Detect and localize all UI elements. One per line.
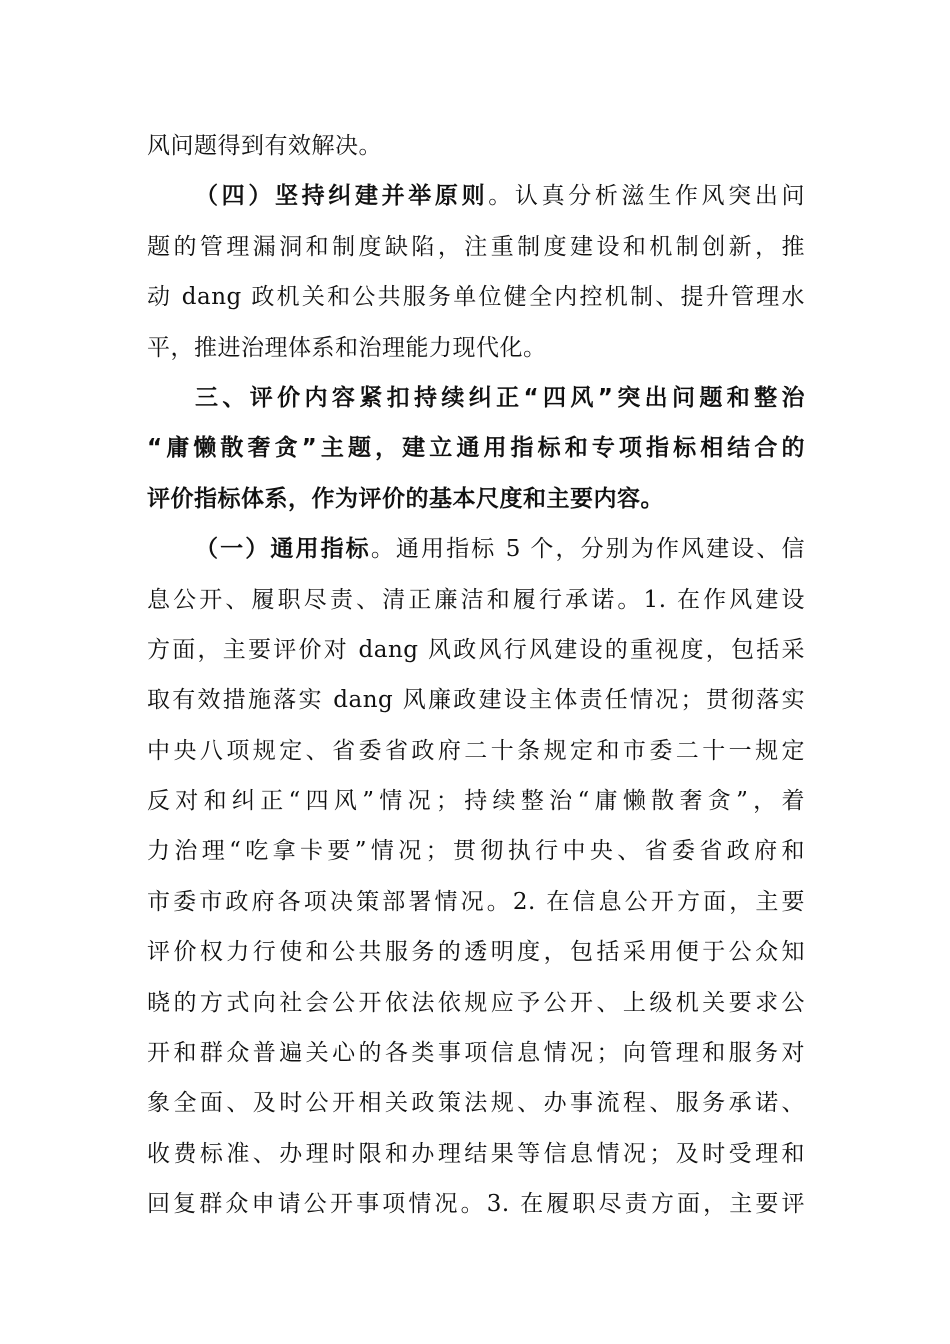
text-run: 开和群众普遍关心的各类事项信息情况；向管理和服务对 — [147, 1040, 805, 1067]
document-line — [147, 524, 805, 574]
document-line — [147, 272, 805, 322]
text-run: 力治理“吃拿卡要”情况；贯彻执行中央、省委省政府和 — [147, 838, 805, 865]
document-line — [147, 171, 805, 221]
document-line — [147, 323, 805, 373]
text-run: 晓的方式向社会公开依法依规应予公开、上级机关要求公 — [147, 989, 805, 1016]
document-body — [147, 121, 805, 1230]
document-line — [147, 423, 805, 473]
document-line — [147, 625, 805, 675]
document-line — [147, 826, 805, 876]
text-run: 风问题得到有效解决。 — [147, 133, 382, 159]
text-run: 评价权力行使和公共服务的透明度，包括采用便于公众知 — [147, 939, 805, 966]
bold-text-run: “庸懒散奢贪”主题，建立通用指标和专项指标相结合的 — [147, 435, 805, 462]
text-run: 平，推进治理体系和治理能力现代化。 — [147, 334, 547, 361]
text-run: 方面，主要评价对 dang 风政风行风建设的重视度，包括采 — [147, 636, 805, 663]
text-run: 息公开、履职尽责、清正廉洁和履行承诺。1. 在作风建设 — [147, 586, 805, 613]
document-line — [147, 222, 805, 272]
text-run: 象全面、及时公开相关政策法规、办事流程、服务承诺、 — [147, 1090, 805, 1117]
text-run: 反对和纠正“四风”情况；持续整治“庸懒散奢贪”，着 — [147, 788, 805, 815]
text-run: 。认真分析滋生作风突出问 — [488, 183, 806, 210]
bold-text-run: （四）坚持纠建并举原则 — [195, 183, 489, 210]
text-run: 取有效措施落实 dang 风廉政建设主体责任情况；贯彻落实 — [147, 687, 805, 714]
text-run: 中央八项规定、省委省政府二十条规定和市委二十一规定 — [147, 737, 805, 764]
document-line — [147, 474, 805, 524]
document-line — [147, 927, 805, 977]
text-run: 收费标准、办理时限和办理结果等信息情况；及时受理和 — [147, 1140, 805, 1167]
document-line — [147, 1078, 805, 1128]
document-line — [147, 575, 805, 625]
bold-text-run: 评价指标体系，作为评价的基本尺度和主要内容。 — [147, 485, 664, 512]
text-run: 回复群众申请公开事项情况。3. 在履职尽责方面，主要评 — [147, 1191, 805, 1218]
document-line — [147, 1179, 805, 1229]
document-line — [147, 675, 805, 725]
document-line — [147, 726, 805, 776]
bold-text-run: （一）通用指标 — [195, 536, 371, 563]
bold-text-run: 三、评价内容紧扣持续纠正“四风”突出问题和整治 — [195, 384, 805, 411]
document-line — [147, 121, 805, 171]
text-run: 题的管理漏洞和制度缺陷，注重制度建设和机制创新，推 — [147, 233, 805, 260]
text-run: 动 dang 政机关和公共服务单位健全内控机制、提升管理水 — [147, 284, 805, 311]
document-line — [147, 776, 805, 826]
document-line — [147, 1129, 805, 1179]
document-line — [147, 1028, 805, 1078]
text-run: 市委市政府各项决策部署情况。2. 在信息公开方面，主要 — [147, 888, 805, 915]
document-line — [147, 978, 805, 1028]
document-line — [147, 877, 805, 927]
document-line — [147, 373, 805, 423]
text-run: 。通用指标 5 个，分别为作风建设、信 — [370, 536, 806, 563]
